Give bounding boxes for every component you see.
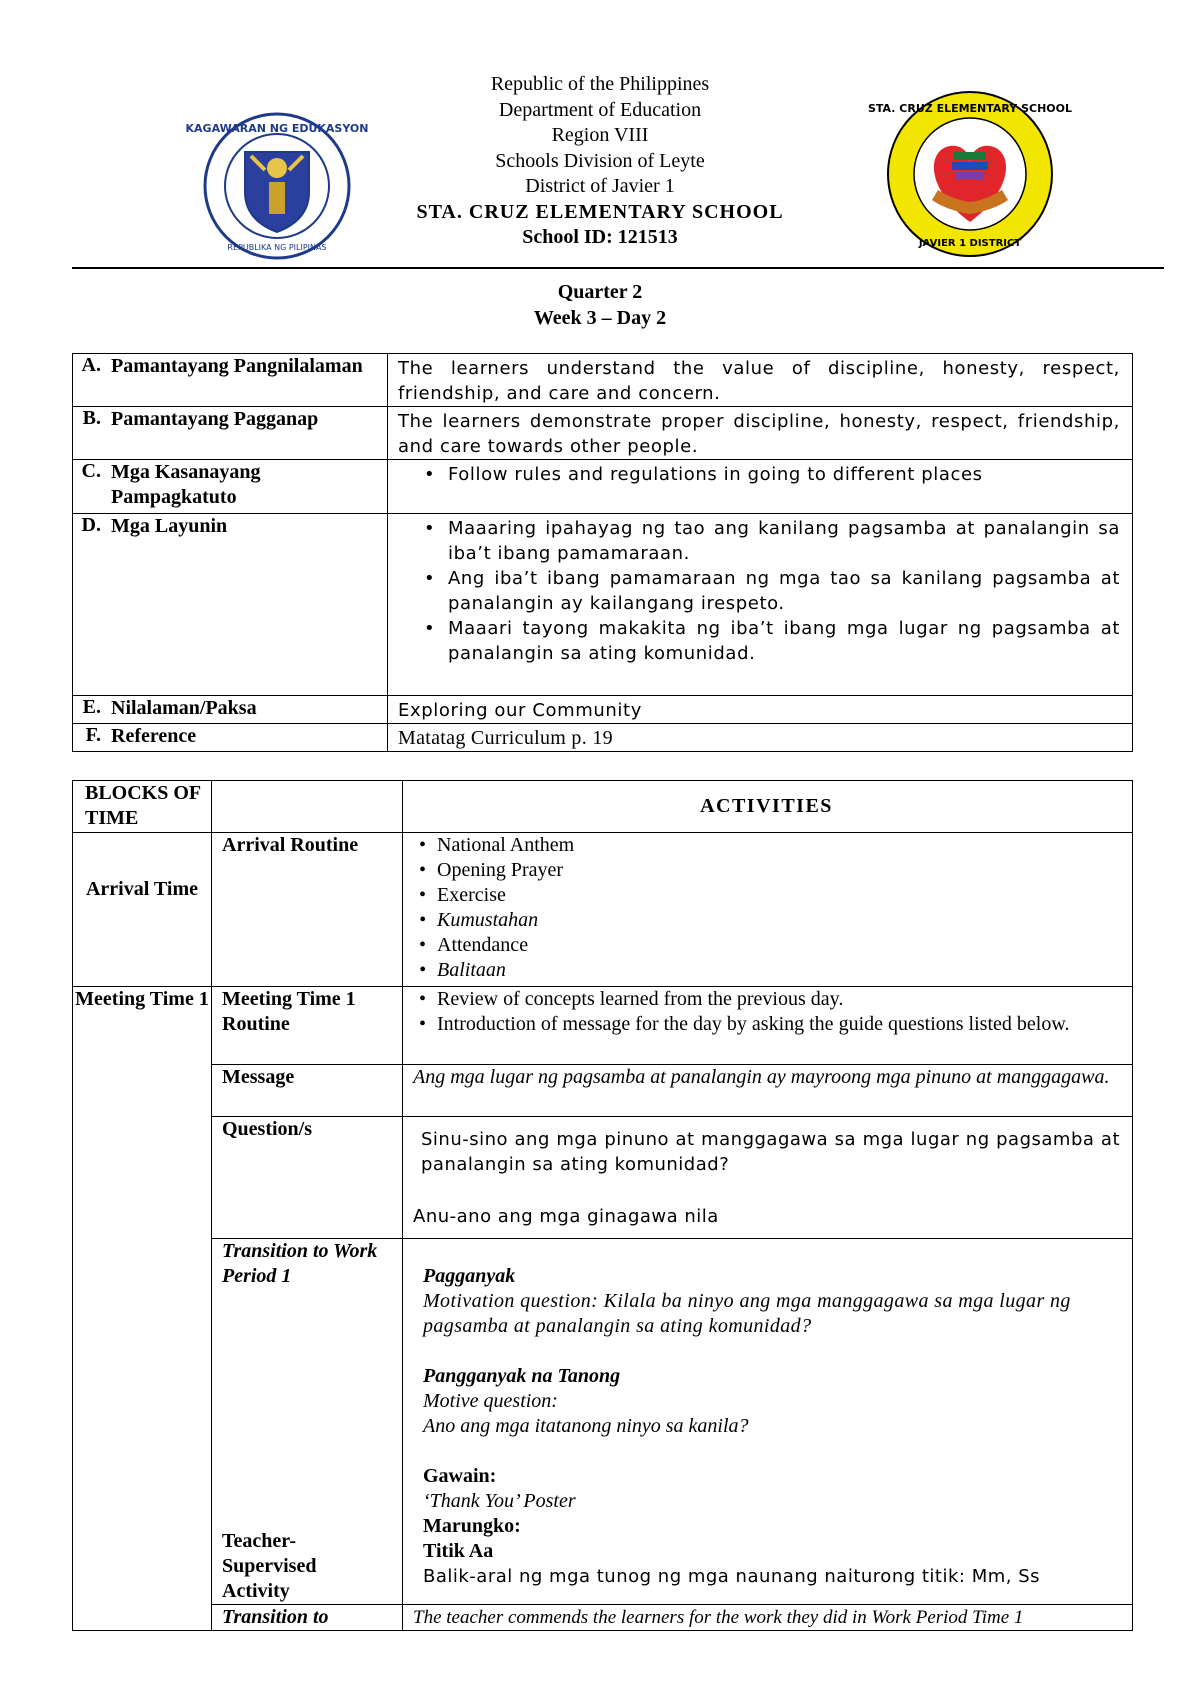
standards-letter: B. (82, 407, 101, 429)
standards-label-cell (73, 460, 388, 514)
work-period-cell (403, 1239, 1133, 1605)
transition-text: The teacher commends the learners for the work they did in Work Period Time 1 (403, 1605, 1133, 1631)
standards-row-d (73, 514, 1133, 696)
empty-header-cell (212, 781, 403, 833)
message-text: Ang mga lugar ng pagsamba at panalangin ay mayroong mga pinuno at manggagawa. (403, 1065, 1133, 1117)
standards-row-c (73, 460, 1133, 514)
standards-label: Reference (111, 725, 197, 747)
standards-label: Mga Layunin (111, 515, 228, 537)
arrival-time-label: Arrival Time (73, 833, 212, 987)
standards-row-f (73, 724, 1133, 752)
questions-cell (403, 1117, 1133, 1239)
standards-row-a (73, 354, 1133, 407)
standards-letter: F. (85, 724, 101, 746)
standards-row-e (73, 696, 1133, 724)
lesson-period (0, 280, 1200, 331)
standards-bullets-cell (388, 514, 1133, 696)
standards-label: Pamantayang Pagganap (111, 408, 319, 430)
standards-row-b (73, 407, 1133, 460)
meeting-items-cell (403, 987, 1133, 1065)
list-item: • Review of concepts learned from the previous day. (413, 987, 1120, 1012)
header-line-department: Department of Education (498, 98, 702, 121)
question-2: Anu-ano ang mga ginagawa nila (413, 1206, 719, 1227)
transition-labels-cell (212, 1239, 403, 1605)
header-divider (72, 267, 1164, 269)
list-item: • Attendance (413, 933, 1120, 958)
list-item: • Exercise (413, 883, 1120, 908)
week-day: Week 3 – Day 2 (533, 306, 667, 329)
standards-label-cell (73, 407, 388, 460)
header-line-region: Region VIII (551, 124, 649, 146)
standards-label: Pamantayang Pangnilalaman (111, 355, 363, 377)
list-item: • Kumustahan (413, 908, 1120, 933)
meeting-routine-row (73, 987, 1133, 1065)
standards-letter: A. (81, 354, 101, 376)
standards-letter: C. (81, 460, 101, 482)
list-item: • Follow rules and regulations in going to different places (398, 462, 1120, 487)
gawain-title: Gawain: (423, 1465, 497, 1487)
list-item: • National Anthem (413, 833, 1120, 858)
deped-seal-text: KAGAWARAN NG EDUKASYON (185, 122, 369, 135)
balik-aral: Balik-aral ng mga tunog ng mga naunang naiturong titik: Mm, Ss (423, 1566, 1041, 1587)
school-seal-text: STA. CRUZ ELEMENTARY SCHOOL (867, 102, 1073, 115)
message-label: Message (212, 1065, 403, 1117)
header-line-republic: Republic of the Philippines (490, 73, 710, 95)
standards-label-cell (73, 514, 388, 696)
activities-table (72, 780, 1133, 1631)
school-name: STA. CRUZ ELEMENTARY SCHOOL (416, 200, 784, 223)
message-row (73, 1065, 1133, 1117)
list-item: • Maaari tayong makakita ng iba’t ibang mga lugar ng pagsamba at panalangin sa ating komunidad. (398, 616, 1120, 666)
list-item: • Opening Prayer (413, 858, 1120, 883)
standards-label-cell (73, 724, 388, 752)
standards-label: Mga Kasanayang Pampagkatuto (111, 461, 261, 508)
header-line-division: Schools Division of Leyte (495, 149, 705, 172)
tanong-text: Ano ang mga itatanong ninyo sa kanila? (423, 1415, 749, 1437)
header-line-district: District of Javier 1 (525, 175, 675, 197)
transition-row (73, 1605, 1133, 1631)
question-1: Sinu-sino ang mga pinuno at manggagawa sa mga lugar ng pagsamba at panalangin sa ating komunidad? (421, 1129, 1120, 1175)
standards-value: The learners understand the value of discipline, honesty, respect, friendship, and care and concern. (388, 354, 1133, 407)
standards-label: Nilalaman/Paksa (111, 697, 257, 719)
teacher-supervised-label: Teacher-Supervised Activity (222, 1530, 317, 1602)
titik: Titik Aa (423, 1540, 494, 1562)
transition-label: Transition to Work Period 1 (222, 1240, 378, 1287)
meeting-time-label: Meeting Time 1 (73, 987, 212, 1631)
list-item: • Ang iba’t ibang pamamaraan ng mga tao sa kanilang pagsamba at panalangin ay kailangang irespeto. (398, 566, 1120, 616)
letterhead (0, 72, 1200, 251)
school-id: School ID: 121513 (522, 226, 678, 248)
standards-bullets-cell (388, 460, 1133, 514)
tanong-title: Pangganyak na Tanong (423, 1365, 621, 1387)
activities-header: ACTIVITIES (403, 781, 1133, 833)
list-item: • Introduction of message for the day by asking the guide questions listed below. (413, 1012, 1120, 1037)
arrival-routine-label: Arrival Routine (212, 833, 403, 987)
standards-label-cell (73, 354, 388, 407)
standards-letter: E. (82, 696, 101, 718)
questions-row (73, 1117, 1133, 1239)
quarter: Quarter 2 (557, 281, 643, 303)
arrival-items-cell (403, 833, 1133, 987)
pagganyak-text: Motivation question: Kilala ba ninyo ang mga manggagawa sa mga lugar ng pagsamba at panalangin sa ating komunidad? (423, 1290, 1071, 1337)
standards-table (72, 353, 1133, 752)
transition-to-label: Transition to (212, 1605, 403, 1631)
blocks-of-time-header: BLOCKS OF TIME (73, 781, 212, 833)
standards-label-cell (73, 696, 388, 724)
gawain-text: ‘Thank You’ Poster (423, 1490, 576, 1512)
standards-letter: D. (81, 514, 101, 536)
meeting-routine-label: Meeting Time 1 Routine (212, 987, 403, 1065)
standards-value: Exploring our Community (388, 696, 1133, 724)
questions-label: Question/s (212, 1117, 403, 1239)
list-item: • Balitaan (413, 958, 1120, 983)
standards-value: The learners demonstrate proper discipline, honesty, respect, friendship, and care towards other people. (388, 407, 1133, 460)
work-period-row (73, 1239, 1133, 1605)
school-seal-bottom-text: JAVIER 1 DISTRICT (918, 238, 1022, 249)
marungko-title: Marungko: (423, 1515, 521, 1537)
tanong-label: Motive question: (423, 1390, 558, 1412)
activities-header-row (73, 781, 1133, 833)
pagganyak-title: Pagganyak (423, 1265, 516, 1287)
arrival-row (73, 833, 1133, 987)
deped-seal-bottom-text: REPUBLIKA NG PILIPINAS (227, 243, 327, 252)
list-item: • Maaaring ipahayag ng tao ang kanilang pagsamba at panalangin sa iba’t ibang pamamaraan. (398, 516, 1120, 566)
standards-value: Matatag Curriculum p. 19 (388, 724, 1133, 752)
